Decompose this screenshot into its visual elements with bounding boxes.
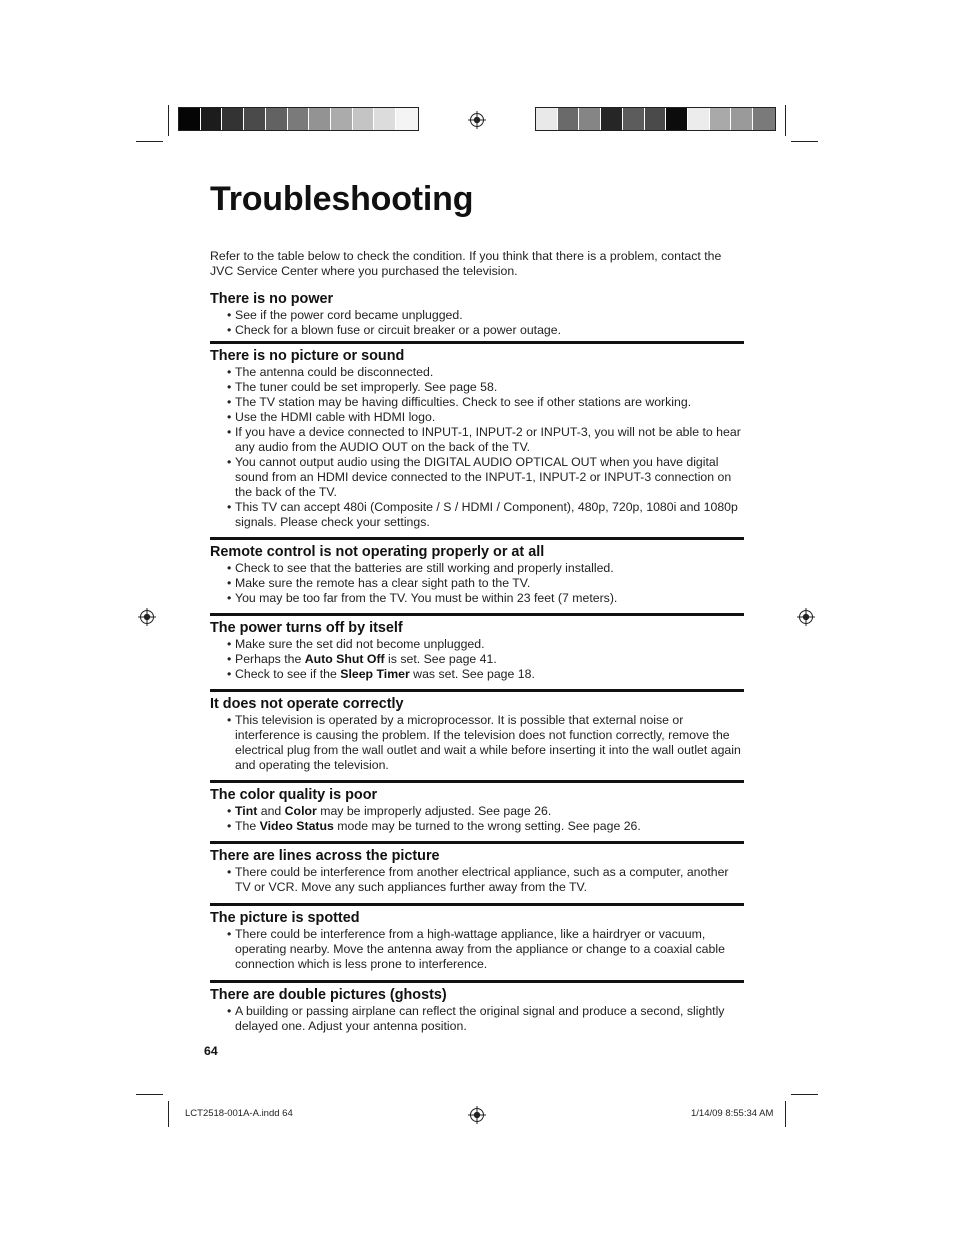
color-swatch xyxy=(558,108,580,130)
bold-term: Tint xyxy=(235,804,258,818)
bullet-text: Use the HDMI cable with HDMI logo. xyxy=(235,410,436,424)
bullet-text: You may be too far from the TV. You must be within 23 feet (7 meters). xyxy=(235,591,618,605)
bullet-text: may be improperly adjusted. See page 26. xyxy=(316,804,552,818)
bullet-item xyxy=(227,927,744,972)
bold-term: Sleep Timer xyxy=(340,667,410,681)
troubleshooting-section xyxy=(210,291,744,344)
color-calibration-bar-right xyxy=(535,107,776,131)
section-heading: There are double pictures (ghosts) xyxy=(210,987,447,1003)
bullet-list xyxy=(210,865,744,895)
color-swatch xyxy=(579,108,601,130)
section-heading: There is no picture or sound xyxy=(210,348,405,364)
bullet-text: The xyxy=(235,819,260,833)
bullet-item xyxy=(227,819,744,834)
color-swatch xyxy=(710,108,732,130)
color-swatch xyxy=(374,108,396,130)
troubleshooting-section xyxy=(210,620,744,692)
bullet-text: There could be interference from a high-wattage appliance, like a hairdryer or vacuum, operating nearby. Move the antenna away from the appliance or change to a coaxial cable connection which is less prone to interference. xyxy=(235,927,725,971)
color-swatch xyxy=(623,108,645,130)
bullet-list xyxy=(210,1004,744,1034)
bullet-text: Make sure the remote has a clear sight path to the TV. xyxy=(235,576,531,590)
bullet-item xyxy=(227,323,744,338)
troubleshooting-section xyxy=(210,987,744,1034)
section-heading: There are lines across the picture xyxy=(210,848,440,864)
section-heading: The color quality is poor xyxy=(210,787,378,803)
bullet-text: Make sure the set did not become unplugged. xyxy=(235,637,485,651)
color-swatch xyxy=(201,108,223,130)
color-swatch xyxy=(331,108,353,130)
crop-mark-top-left-vertical xyxy=(168,105,169,136)
bullet-item xyxy=(227,308,744,323)
bullet-text: The tuner could be set improperly. See page 58. xyxy=(235,380,498,394)
bullet-text: This television is operated by a microprocessor. It is possible that external noise or interference is causing the problem. If the television does not function correctly, remove the electrical plug from the wall outlet and wait a while before inserting it into the wall outlet again and operating the television. xyxy=(235,713,741,772)
color-swatch xyxy=(266,108,288,130)
section-heading: The picture is spotted xyxy=(210,910,360,926)
bullet-text: Perhaps the xyxy=(235,652,305,666)
bullet-item xyxy=(227,395,744,410)
bullet-text: Check to see if the xyxy=(235,667,341,681)
bullet-text: and xyxy=(257,804,285,818)
page-number: 64 xyxy=(204,1044,218,1058)
bullet-item xyxy=(227,561,744,576)
crop-mark-top-right-horizontal xyxy=(791,141,818,142)
bullet-list xyxy=(210,561,744,606)
bullet-text: See if the power cord became unplugged. xyxy=(235,308,463,322)
color-swatch xyxy=(353,108,375,130)
bullet-item xyxy=(227,591,744,606)
color-swatch xyxy=(309,108,331,130)
timestamp-slug: 1/14/09 8:55:34 AM xyxy=(691,1108,774,1119)
color-calibration-bar-left xyxy=(178,107,419,131)
bold-term: Video Status xyxy=(259,819,334,833)
bullet-item xyxy=(227,667,744,682)
registration-mark-icon xyxy=(138,608,156,626)
page-title: Troubleshooting xyxy=(210,180,474,218)
bullet-text: is set. See page 41. xyxy=(384,652,497,666)
bullet-text: was set. See page 18. xyxy=(409,667,535,681)
bullet-text: If you have a device connected to INPUT-1, INPUT-2 or INPUT-3, you will not be able to hear any audio from the AUDIO OUT on the back of the TV. xyxy=(235,425,741,454)
color-swatch xyxy=(288,108,310,130)
section-heading: There is no power xyxy=(210,291,334,307)
bullet-item xyxy=(227,410,744,425)
color-swatch xyxy=(666,108,688,130)
color-swatch xyxy=(396,108,418,130)
bullet-text: mode may be turned to the wrong setting. See page 26. xyxy=(333,819,641,833)
registration-mark-icon xyxy=(468,111,486,129)
bullet-list xyxy=(210,927,744,972)
bullet-item xyxy=(227,500,744,530)
bold-term: Auto Shut Off xyxy=(304,652,385,666)
color-swatch xyxy=(179,108,201,130)
color-swatch xyxy=(536,108,558,130)
bullet-item xyxy=(227,576,744,591)
bullet-list xyxy=(210,637,744,682)
troubleshooting-list xyxy=(210,291,744,1034)
troubleshooting-section xyxy=(210,696,744,783)
crop-mark-bottom-left-horizontal xyxy=(136,1094,163,1095)
color-swatch xyxy=(688,108,710,130)
color-swatch xyxy=(731,108,753,130)
bullet-list xyxy=(210,308,744,338)
color-swatch xyxy=(753,108,775,130)
bullet-list xyxy=(210,713,744,773)
bullet-list xyxy=(210,365,744,530)
bullet-text: There could be interference from another electrical appliance, such as a computer, another TV or VCR. Move any such appliances further away from the TV. xyxy=(235,865,729,894)
bullet-item xyxy=(227,652,744,667)
bullet-text: The antenna could be disconnected. xyxy=(235,365,434,379)
registration-mark-icon xyxy=(797,608,815,626)
crop-mark-bottom-left-vertical xyxy=(168,1101,169,1127)
section-heading: Remote control is not operating properly or at all xyxy=(210,544,545,560)
troubleshooting-section xyxy=(210,848,744,906)
file-slug: LCT2518-001A-A.indd 64 xyxy=(185,1108,293,1119)
bullet-text: Check to see that the batteries are still working and properly installed. xyxy=(235,561,614,575)
bullet-item xyxy=(227,1004,744,1034)
bold-term: Color xyxy=(284,804,317,818)
crop-mark-bottom-right-vertical xyxy=(785,1101,786,1127)
bullet-text: A building or passing airplane can reflect the original signal and produce a second, slightly delayed one. Adjust your antenna position. xyxy=(235,1004,725,1033)
bullet-item xyxy=(227,713,744,773)
bullet-item xyxy=(227,637,744,652)
section-heading: The power turns off by itself xyxy=(210,620,403,636)
bullet-item xyxy=(227,804,744,819)
troubleshooting-section xyxy=(210,910,744,983)
bullet-text: This TV can accept 480i (Composite / S / HDMI / Component), 480p, 720p, 1080i and 1080p signals. Please check your settings. xyxy=(235,500,738,529)
bullet-item xyxy=(227,380,744,395)
troubleshooting-section xyxy=(210,544,744,616)
crop-mark-bottom-right-horizontal xyxy=(791,1094,818,1095)
intro-paragraph: Refer to the table below to check the condition. If you think that there is a problem, contact the JVC Service Center where you purchased the television. xyxy=(210,249,722,278)
crop-mark-top-right-vertical xyxy=(785,105,786,136)
section-heading: It does not operate correctly xyxy=(210,696,404,712)
registration-mark-icon xyxy=(468,1106,486,1124)
bullet-list xyxy=(210,804,744,834)
bullet-item xyxy=(227,425,744,455)
bullet-item xyxy=(227,365,744,380)
bullet-text: You cannot output audio using the DIGITAL AUDIO OPTICAL OUT when you have digital sound from an HDMI device connected to the INPUT-1, INPUT-2 or INPUT-3 connection on the back of the TV. xyxy=(235,455,732,499)
crop-mark-top-left-horizontal xyxy=(136,141,163,142)
color-swatch xyxy=(601,108,623,130)
bullet-text: The TV station may be having difficulties. Check to see if other stations are working. xyxy=(235,395,692,409)
troubleshooting-section xyxy=(210,348,744,540)
bullet-item xyxy=(227,865,744,895)
bullet-text: Check for a blown fuse or circuit breaker or a power outage. xyxy=(235,323,562,337)
color-swatch xyxy=(222,108,244,130)
color-swatch xyxy=(645,108,667,130)
bullet-item xyxy=(227,455,744,500)
troubleshooting-section xyxy=(210,787,744,844)
color-swatch xyxy=(244,108,266,130)
